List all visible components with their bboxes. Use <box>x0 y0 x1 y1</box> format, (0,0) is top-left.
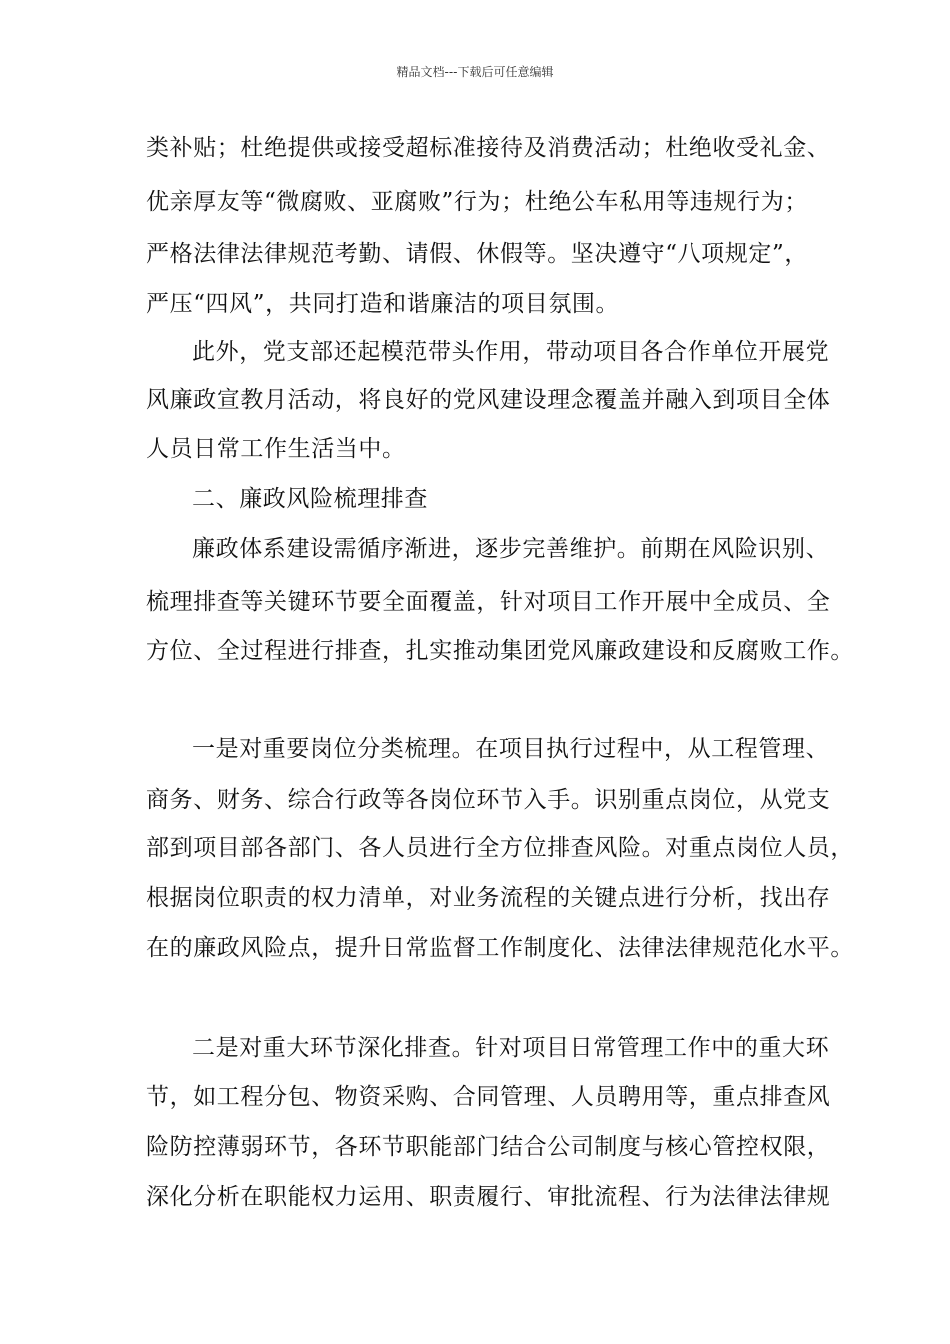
body-line: 险防控薄弱环节，各环节职能部门结合公司制度与核心管控权限， <box>146 1134 831 1160</box>
body-line: 部到项目部各部门、各人员进行全方位排查风险。对重点岗位人员， <box>146 835 854 861</box>
body-line: 优亲厚友等“微腐败、亚腐败”行为；杜绝公车私用等违规行为； <box>146 189 808 215</box>
body-line: 深化分析在职能权力运用、职责履行、审批流程、行为法律法律规 <box>146 1184 831 1210</box>
body-line: 类补贴；杜绝提供或接受超标准接待及消费活动；杜绝收受礼金、 <box>146 135 831 161</box>
section-heading: 二、廉政风险梳理排查 <box>192 486 428 512</box>
body-line: 节，如工程分包、物资采购、合同管理、人员聘用等，重点排查风 <box>146 1084 831 1110</box>
body-line: 人员日常工作生活当中。 <box>146 436 406 462</box>
paragraph-first-line: 二是对重大环节深化排查。针对项目日常管理工作中的重大环 <box>192 1035 830 1061</box>
body-line: 方位、全过程进行排查，扎实推动集团党风廉政建设和反腐败工作。 <box>146 638 854 664</box>
body-line: 在的廉政风险点，提升日常监督工作制度化、法律法律规范化水平。 <box>146 935 854 961</box>
body-line: 风廉政宣教月活动，将良好的党风建设理念覆盖并融入到项目全体 <box>146 387 831 413</box>
body-line: 严格法律法律规范考勤、请假、休假等。坚决遵守“八项规定”， <box>146 241 808 267</box>
body-line: 严压“四风”，共同打造和谐廉洁的项目氛围。 <box>146 291 620 317</box>
paragraph-first-line: 此外，党支部还起模范带头作用，带动项目各合作单位开展党 <box>192 339 830 365</box>
paragraph-first-line: 廉政体系建设需循序渐进，逐步完善维护。前期在风险识别、 <box>192 536 830 562</box>
body-line: 商务、财务、综合行政等各岗位环节入手。识别重点岗位，从党支 <box>146 787 831 813</box>
body-line: 根据岗位职责的权力清单，对业务流程的关键点进行分析，找出存 <box>146 885 831 911</box>
page-header: 精品文档---下载后可任意编辑 <box>396 65 554 79</box>
body-line: 梳理排查等关键环节要全面覆盖，针对项目工作开展中全成员、全 <box>146 589 831 615</box>
paragraph-first-line: 一是对重要岗位分类梳理。在项目执行过程中，从工程管理、 <box>192 736 830 762</box>
